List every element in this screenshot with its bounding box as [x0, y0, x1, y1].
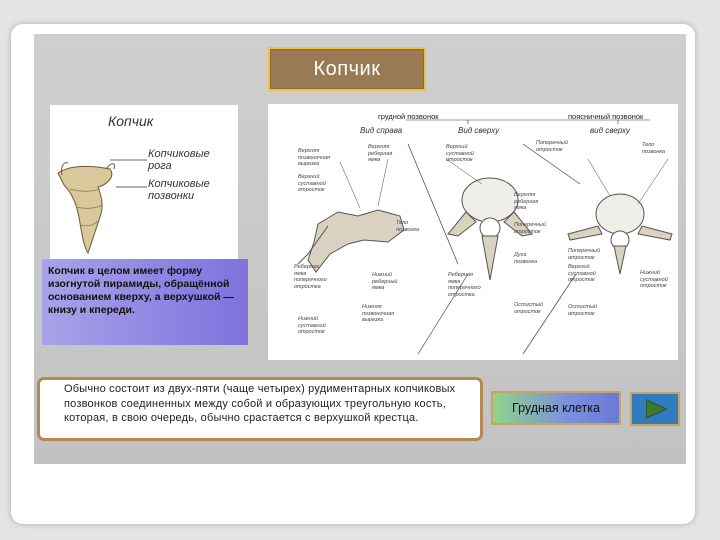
slide-title: Копчик — [268, 47, 426, 91]
nav-thorax-button[interactable]: Грудная клетка — [491, 391, 621, 425]
label-l8: Реберная ямка поперечного отростка — [294, 264, 327, 290]
coccyx-image — [50, 105, 238, 263]
vertebrae-image — [268, 104, 678, 360]
coccyx-vertebrae-label: Копчиковые позвонки — [148, 178, 210, 202]
label-l12: Верхняя реберная ямка — [514, 192, 539, 211]
label-l3: Верхний суставной отросток — [446, 144, 474, 163]
label-l9: Нижний реберный ямка — [372, 272, 398, 291]
label-l15: Реберная ямка поперечного отростка — [448, 272, 481, 298]
label-l17: Поперечный отросток — [568, 248, 600, 261]
description-box: Обычно состоит из двух-пяти (чаще четырех) рудиментарных копчиковых позвонков соединенных между собой и образующих треугольную кость, которая, в свою очередь, обычно срастается с верхушкой крестца. — [37, 377, 483, 441]
label-l20: Остистый отросток — [568, 304, 598, 317]
coccyx-drawing — [50, 105, 238, 263]
view-side: Вид справа — [360, 126, 403, 135]
label-l10: Нижняя позвоночная вырезка — [362, 304, 395, 323]
label-l7: Тело позвонка — [396, 220, 420, 233]
header-thoracic: грудной позвонок — [378, 112, 439, 121]
label-l2: Верхняя реберная ямка — [368, 144, 393, 163]
label-l5: Тело позвонка — [642, 142, 666, 155]
label-l19: Нижний суставной отросток — [640, 270, 668, 289]
label-l16: Остистый отросток — [514, 302, 544, 315]
label-l14: Дуга позвонка — [514, 252, 538, 265]
coccyx-image-heading: Копчик — [108, 113, 154, 129]
coccyx-horns-label: Копчиковые рога — [148, 148, 210, 172]
label-l1: Верхняя позвоночная вырезка — [298, 148, 331, 167]
next-slide-button[interactable] — [630, 392, 680, 426]
view-top-1: Вид сверху — [458, 126, 500, 135]
header-lumbar: поясничный позвонок — [568, 112, 644, 121]
label-l13: Поперечный отросток — [514, 222, 546, 235]
play-arrow-icon — [632, 394, 678, 424]
vertebrae-drawing — [268, 104, 678, 360]
label-l4: Поперечный отросток — [536, 140, 568, 153]
label-l18: Верхний суставной отросток — [568, 264, 596, 283]
view-top-2: вид сверху — [590, 126, 630, 135]
coccyx-description: Копчик в целом имеет форму изогнутой пирамиды, обращённой основанием кверху, а верхушкой — книзу и кпереди. — [42, 259, 248, 345]
label-l6: Верхний суставной отросток — [298, 174, 326, 193]
label-l11: Нижний суставной отросток — [298, 316, 326, 335]
